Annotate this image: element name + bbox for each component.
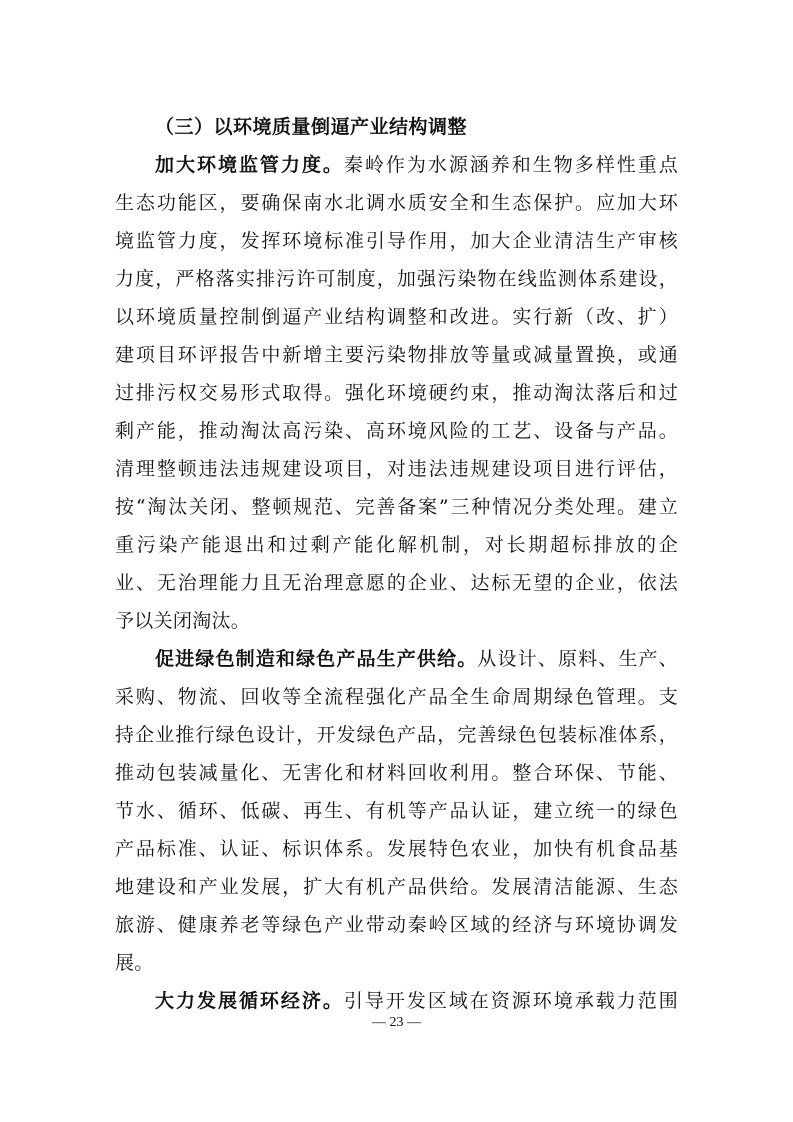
paragraph-line: 产品标准、认证、标识体系。发展特色农业，加快有机食品基: [115, 838, 678, 860]
page-number: — 23 —: [372, 1015, 421, 1030]
paragraph-line: 重污染产能退出和过剩产能化解机制，对长期超标排放的企: [115, 534, 678, 556]
paragraph-line: 境监管力度，发挥环境标准引导作用，加大企业清洁生产审核: [115, 230, 678, 252]
paragraph-line: 展。: [115, 952, 154, 974]
paragraph-line: 建项目环评报告中新增主要污染物排放等量或减量置换，或通: [115, 344, 678, 366]
paragraph-lead: 加大环境监管力度。: [155, 154, 344, 176]
paragraph-line: 以环境质量控制倒逼产业结构调整和改进。实行新（改、扩）: [115, 306, 678, 328]
paragraph-line: [155, 146, 678, 184]
paragraph-line: 予以关闭淘汰。: [115, 610, 251, 632]
paragraph-line: [155, 640, 678, 678]
paragraph-line: 节水、循环、低碳、再生、有机等产品认证，建立统一的绿色: [115, 800, 678, 822]
paragraph-line: 按“淘汰关闭、整顿规范、完善备案”三种情况分类处理。建立: [115, 496, 678, 518]
paragraph-line: 生态功能区，要确保南水北调水质安全和生态保护。应加大环: [115, 192, 678, 214]
paragraph-line: 过排污权交易形式取得。强化环境硬约束，推动淘汰落后和过: [115, 382, 678, 404]
paragraph-line: 剩产能，推动淘汰高污染、高环境风险的工艺、设备与产品。: [115, 420, 678, 442]
paragraph-line: 旅游、健康养老等绿色产业带动秦岭区域的经济与环境协调发: [115, 914, 678, 936]
paragraph-line: 力度，严格落实排污许可制度，加强污染物在线监测体系建设，: [115, 268, 678, 290]
paragraph-line: 持企业推行绿色设计，开发绿色产品，完善绿色包装标准体系，: [115, 724, 678, 746]
paragraph-text: 秦岭作为水源涵养和生物多样性重点: [343, 154, 678, 176]
paragraph-lead: 大力发展循环经济。: [155, 990, 344, 1012]
paragraph-text: 从设计、原料、生产、: [477, 648, 678, 670]
paragraph-line: 清理整顿违法违规建设项目，对违法违规建设项目进行评估，: [115, 458, 678, 480]
paragraph-text: 引导开发区域在资源环境承载力范围: [343, 990, 678, 1012]
paragraph-line: 地建设和产业发展，扩大有机产品供给。发展清洁能源、生态: [115, 876, 678, 898]
paragraph-lead: 促进绿色制造和绿色产品生产供给。: [155, 648, 478, 670]
paragraph-line: 推动包装减量化、无害化和材料回收利用。整合环保、节能、: [115, 762, 678, 784]
paragraph-line: 采购、物流、回收等全流程强化产品全生命周期绿色管理。支: [115, 686, 678, 708]
section-heading: （三）以环境质量倒逼产业结构调整: [155, 116, 468, 138]
paragraph-line: 业、无治理能力且无治理意愿的企业、达标无望的企业，依法: [115, 572, 678, 594]
